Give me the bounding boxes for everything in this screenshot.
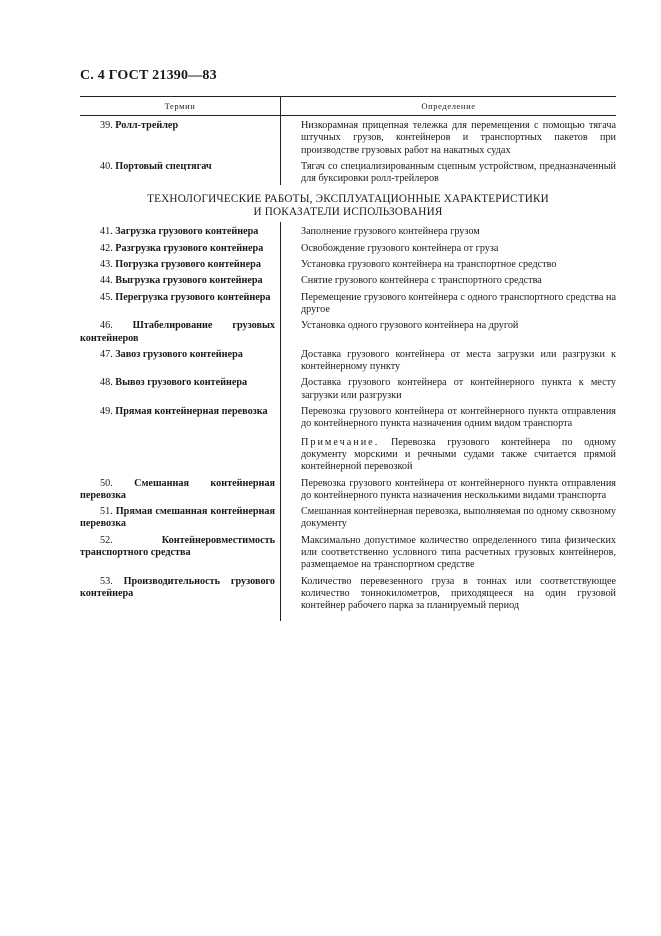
definition-text: Низкорамная прицепная тележка для перемещения с помощью тягача штучных грузов, контейнеров и транспортных пакетов при производстве грузовых работ на накатных судах (301, 120, 616, 156)
term-number: 48. (100, 377, 113, 389)
term-cell (80, 402, 281, 473)
table-row (80, 239, 616, 255)
term-text: Вывоз грузового контейнера (115, 377, 248, 389)
table-row (80, 502, 616, 531)
table-body (80, 116, 616, 621)
definition-cell (281, 271, 616, 287)
definition-cell (281, 373, 616, 402)
table-row (80, 271, 616, 287)
definition-cell (281, 157, 616, 186)
page-header: С. 4 ГОСТ 21390—83 (80, 68, 217, 83)
term-number: 45. (100, 291, 113, 303)
table-row (80, 116, 616, 157)
term-number: 39. (100, 120, 113, 131)
term-cell (80, 316, 281, 345)
term-number: 43. (100, 259, 113, 271)
definition-cell (281, 502, 616, 531)
definition-text: Заполнение грузового контейнера грузом (301, 226, 480, 238)
definition-cell (281, 402, 616, 473)
note (301, 437, 616, 474)
term-text: Смешанная контейнерная перевозка (80, 477, 275, 501)
term-number: 50. (100, 477, 113, 489)
term-number: 52. (100, 534, 113, 546)
term-cell (80, 239, 281, 255)
term-cell (80, 502, 281, 531)
note-label: Примечание. (301, 436, 380, 448)
definition-cell (281, 288, 616, 317)
table-row (80, 255, 616, 271)
definition-text: Доставка грузового контейнера от контейнерного пункта к месту загрузки или разгрузки (301, 377, 616, 401)
definition-cell (281, 116, 616, 157)
definition-text: Установка грузового контейнера на транспортное средство (301, 259, 557, 271)
term-text: Завоз грузового контейнера (115, 348, 243, 360)
definition-cell (281, 572, 616, 613)
column-header-definition: Определение (421, 101, 476, 111)
section-heading-line2: И ПОКАЗАТЕЛИ ИСПОЛЬЗОВАНИЯ (253, 205, 443, 218)
definition-text: Тягач со специализированным сцепным устройством, предназначенный для буксировки ролл-трейлеров (301, 160, 616, 185)
term-number: 42. (100, 242, 113, 254)
term-cell (80, 222, 281, 238)
definition-text: Количество перевезенного груза в тоннах или соответствующее количество тоннокилометров, приходящееся на один грузовой контейнер рабочего парка за планируемый период (301, 575, 616, 612)
term-cell (80, 345, 281, 374)
term-text: Разгрузка грузового контейнера (115, 242, 264, 254)
section-heading-line1: ТЕХНОЛОГИЧЕСКИЕ РАБОТЫ, ЭКСПЛУАТАЦИОННЫЕ ХАРАКТЕРИСТИКИ (147, 193, 549, 206)
definition-text: Смешанная контейнерная перевозка, выполняемая по одному сквозному документу (301, 506, 616, 530)
note-text: Перевозка грузового контейнера по одному документу морскими и речными судами также считается прямой контейнерной перевозкой (301, 436, 616, 473)
table-row (80, 222, 616, 238)
term-text: Прямая смешанная контейнерная перевозка (80, 506, 275, 530)
section-heading (80, 185, 616, 222)
term-cell (80, 474, 281, 503)
terms-table (80, 96, 616, 621)
definition-text: Перемещение грузового контейнера с одного транспортного средства на другое (301, 291, 616, 315)
term-text: Контейнеровместимость транспортного средства (80, 534, 275, 559)
table-row (80, 345, 616, 374)
table-row (80, 288, 616, 317)
term-number: 46. (100, 320, 113, 332)
term-text: Перегрузка грузового контейнера (115, 291, 271, 303)
term-cell (80, 271, 281, 287)
table-row (80, 316, 616, 345)
table-row (80, 373, 616, 402)
term-cell (80, 572, 281, 613)
term-number: 41. (100, 226, 113, 238)
definition-cell (281, 531, 616, 572)
definition-text: Освобождение грузового контейнера от груза (301, 242, 499, 254)
definition-text: Перевозка грузового контейнера от контейнерного пункта отправления до контейнерного пункта назначения одним видом транспорта (301, 406, 616, 430)
column-header-term: Термин (80, 97, 281, 115)
definition-text: Перевозка грузового контейнера от контейнерного пункта отправления до контейнерного пункта назначения несколькими видами транспорта (301, 477, 616, 501)
definition-cell (281, 222, 616, 238)
term-text: Загрузка грузового контейнера (115, 226, 259, 238)
term-text: Штабелирование грузовых контейнеров (80, 320, 275, 344)
term-cell (80, 373, 281, 402)
term-cell (80, 531, 281, 572)
definition-text: Снятие грузового контейнера с транспортного средства (301, 275, 542, 287)
table-row (80, 157, 616, 186)
term-number: 44. (100, 275, 113, 287)
term-text: Прямая контейнерная перевозка (115, 406, 268, 418)
term-cell (80, 288, 281, 317)
definition-cell (281, 316, 616, 345)
term-cell (80, 116, 281, 157)
term-text: Производительность грузового контейнера (80, 575, 276, 599)
term-text: Выгрузка грузового контейнера (115, 275, 263, 287)
definition-cell (281, 474, 616, 503)
definition-text: Доставка грузового контейнера от места загрузки или разгрузки к контейнерному пункту (301, 348, 616, 373)
term-cell (80, 157, 281, 186)
table-row (80, 572, 616, 613)
term-number: 40. (100, 160, 113, 172)
term-text: Портовый спецтягач (115, 160, 212, 172)
table-row (80, 531, 616, 572)
term-text: Ролл-трейлер (115, 120, 179, 131)
definition-cell (281, 239, 616, 255)
term-number: 51. (100, 506, 113, 518)
table-header (80, 96, 616, 116)
term-number: 53. (100, 575, 113, 587)
table-row (80, 474, 616, 503)
term-number: 47. (100, 348, 113, 360)
definition-cell (281, 345, 616, 374)
term-number: 49. (100, 406, 113, 418)
term-text: Погрузка грузового контейнера (115, 259, 261, 271)
definition-cell (281, 255, 616, 271)
definition-text: Максимально допустимое количество определенного типа физических или соответственно условного типа расчетных грузовых контейнеров, размещаемое на транспортном средстве (301, 534, 616, 571)
definition-text: Установка одного грузового контейнера на другой (301, 320, 519, 332)
term-cell (80, 255, 281, 271)
table-row (80, 402, 616, 473)
